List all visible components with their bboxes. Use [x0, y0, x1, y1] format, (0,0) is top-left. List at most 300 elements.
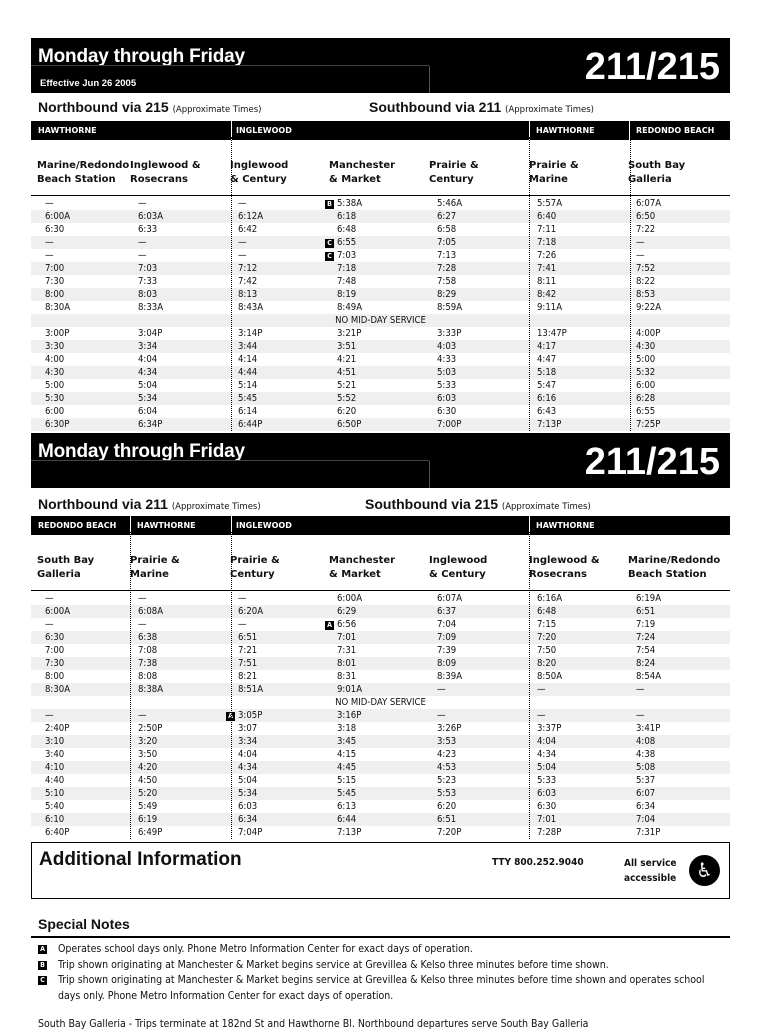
time-cell: 4:45	[337, 762, 357, 773]
time-cell: 5:37	[636, 775, 656, 786]
table-row	[31, 748, 730, 761]
note-badge: C	[325, 252, 334, 261]
time-cell: 5:47	[537, 380, 557, 391]
area-label: INGLEWOOD	[236, 126, 292, 135]
time-cell: 3:20	[138, 736, 158, 747]
time-cell: 9:22A	[636, 302, 662, 313]
time-cell: 4:00P	[636, 328, 661, 339]
time-cell: 7:21	[238, 645, 258, 656]
time-cell: 6:20	[337, 406, 357, 417]
column-separator	[529, 532, 530, 839]
time-cell: 5:30	[45, 393, 65, 404]
tty-number: TTY 800.252.9040	[492, 857, 584, 868]
stop-header: Prairie & Marine	[529, 160, 579, 185]
time-cell: 6:13	[337, 801, 357, 812]
time-cell: 4:44	[238, 367, 258, 378]
table-row	[31, 392, 730, 405]
note-badge: B	[325, 200, 334, 209]
time-cell: 2:40P	[45, 723, 70, 734]
time-cell: 3:51	[337, 341, 357, 352]
table-row	[31, 262, 730, 275]
stop-header: Manchester & Market	[329, 555, 396, 580]
time-cell: 6:42	[238, 224, 258, 235]
time-cell: 3:30	[45, 341, 65, 352]
table-row	[31, 249, 730, 262]
top-area-bar	[31, 121, 730, 140]
time-cell: 7:04	[636, 814, 656, 825]
time-cell: 4:51	[337, 367, 357, 378]
time-cell: 6:34	[636, 801, 656, 812]
time-cell: 8:54A	[636, 671, 662, 682]
note-badge-a: A	[38, 945, 47, 954]
area-label: HAWTHORNE	[536, 126, 595, 135]
additional-information-box	[31, 842, 730, 899]
time-cell: 6:28	[636, 393, 656, 404]
time-cell: A 6:56	[325, 618, 356, 631]
column-separator	[130, 532, 131, 839]
time-cell: 6:40P	[45, 827, 70, 838]
time-cell: 7:12	[238, 263, 258, 274]
time-cell: 5:33	[437, 380, 457, 391]
time-cell: 8:09	[437, 658, 457, 669]
time-cell: 6:08A	[138, 606, 164, 617]
time-cell: 6:04	[138, 406, 158, 417]
time-cell: 4:14	[238, 354, 258, 365]
time-cell: 6:18	[337, 211, 357, 222]
area-label: HAWTHORNE	[536, 521, 595, 530]
time-cell: 5:10	[45, 788, 65, 799]
time-cell: 8:00	[45, 289, 65, 300]
time-cell: 5:04	[138, 380, 158, 391]
time-cell: 8:19	[337, 289, 357, 300]
time-cell: 8:22	[636, 276, 656, 287]
time-cell: —	[537, 684, 546, 695]
bottom-southbound-heading: Southbound via 215 (Approximate Times)	[365, 496, 591, 512]
time-cell: 7:38	[138, 658, 158, 669]
time-cell: 3:14P	[238, 328, 263, 339]
bottom-schedule-title: Monday through Friday	[38, 441, 245, 462]
time-cell: 3:44	[238, 341, 258, 352]
column-separator	[231, 532, 232, 839]
table-row	[31, 327, 730, 340]
time-cell: 3:40	[45, 749, 65, 760]
time-cell: 7:00	[45, 645, 65, 656]
table-row	[31, 223, 730, 236]
time-cell: 6:03	[537, 788, 557, 799]
time-cell: 7:30	[45, 658, 65, 669]
time-cell: 5:03	[437, 367, 457, 378]
time-cell: 7:31P	[636, 827, 661, 838]
table-row	[31, 631, 730, 644]
top-stop-rule	[31, 195, 730, 196]
time-cell: —	[45, 198, 54, 209]
table-row	[31, 210, 730, 223]
service-gap-note: NO MID-DAY SERVICE	[335, 697, 426, 708]
time-cell: 5:57A	[537, 198, 563, 209]
time-cell: 6:30	[45, 632, 65, 643]
table-row	[31, 418, 730, 431]
table-row	[31, 683, 730, 696]
time-cell: 5:52	[337, 393, 357, 404]
time-cell: 6:29	[337, 606, 357, 617]
time-cell: 8:20	[537, 658, 557, 669]
time-cell: 5:00	[45, 380, 65, 391]
stop-header: Manchester & Market	[329, 160, 396, 185]
time-cell: 9:11A	[537, 302, 563, 313]
header-divider	[31, 65, 429, 66]
time-cell: 7:31	[337, 645, 357, 656]
time-cell: 3:33P	[437, 328, 462, 339]
time-cell: 8:29	[437, 289, 457, 300]
time-cell: 6:30P	[45, 419, 70, 430]
time-cell: 7:58	[437, 276, 457, 287]
bottom-route-number: 211/215	[584, 441, 720, 483]
time-cell: 5:34	[138, 393, 158, 404]
time-cell: 8:33A	[138, 302, 164, 313]
time-cell: C 6:55	[325, 236, 356, 249]
time-cell: 4:40	[45, 775, 65, 786]
time-cell: 5:08	[636, 762, 656, 773]
time-cell: —	[138, 198, 147, 209]
time-cell: 7:50	[537, 645, 557, 656]
time-cell: 4:53	[437, 762, 457, 773]
top-southbound-heading: Southbound via 211 (Approximate Times)	[369, 99, 595, 115]
stop-header: Prairie & Marine	[130, 555, 180, 580]
bottom-schedule-header	[31, 433, 730, 488]
area-label: REDONDO BEACH	[38, 521, 117, 530]
time-cell: 8:43A	[238, 302, 264, 313]
time-cell: 8:30A	[45, 302, 71, 313]
time-cell: 6:12A	[238, 211, 264, 222]
time-cell: —	[238, 619, 247, 630]
time-cell: 5:15	[337, 775, 357, 786]
time-cell: 7:13P	[337, 827, 362, 838]
table-row	[31, 366, 730, 379]
time-cell: 7:52	[636, 263, 656, 274]
time-cell: 5:53	[437, 788, 457, 799]
table-row	[31, 657, 730, 670]
time-cell: 4:10	[45, 762, 65, 773]
time-cell: 6:03A	[138, 211, 164, 222]
time-cell: 3:37P	[537, 723, 562, 734]
time-cell: 7:22	[636, 224, 656, 235]
stop-header: Inglewood & Century	[429, 555, 488, 580]
time-cell: 3:45	[337, 736, 357, 747]
bottom-stop-rule	[31, 590, 730, 591]
time-cell: 4:20	[138, 762, 158, 773]
time-cell: 6:51	[636, 606, 656, 617]
time-cell: 8:42	[537, 289, 557, 300]
area-label: HAWTHORNE	[38, 126, 97, 135]
time-cell: 8:39A	[437, 671, 463, 682]
time-cell: 6:30	[45, 224, 65, 235]
time-cell: 3:21P	[337, 328, 362, 339]
time-cell: 7:01	[337, 632, 357, 643]
effective-date: Effective Jun 26 2005	[40, 78, 137, 89]
time-cell: 6:20	[437, 801, 457, 812]
time-cell: 6:00A	[45, 211, 71, 222]
note-badge: A	[325, 621, 334, 630]
time-cell: 6:34	[238, 814, 258, 825]
time-cell: 8:51A	[238, 684, 264, 695]
time-cell: 8:59A	[437, 302, 463, 313]
time-cell: —	[138, 237, 147, 248]
time-cell: 7:18	[537, 237, 557, 248]
time-cell: 4:30	[45, 367, 65, 378]
time-cell: 4:21	[337, 354, 357, 365]
time-cell: 7:03	[138, 263, 158, 274]
top-schedule-header	[31, 38, 730, 93]
time-cell: —	[138, 250, 147, 261]
table-row	[31, 275, 730, 288]
table-row	[31, 379, 730, 392]
time-cell: 8:31	[337, 671, 357, 682]
time-cell: 3:16P	[337, 710, 362, 721]
note-badge-c: C	[38, 976, 47, 985]
time-cell: 8:30A	[45, 684, 71, 695]
time-cell: 6:30	[437, 406, 457, 417]
time-cell: 7:18	[337, 263, 357, 274]
time-cell: 8:49A	[337, 302, 363, 313]
time-cell: 5:40	[45, 801, 65, 812]
time-cell: 6:55	[636, 406, 656, 417]
table-row	[31, 618, 730, 631]
time-cell: 4:15	[337, 749, 357, 760]
area-label: REDONDO BEACH	[636, 126, 715, 135]
time-cell: 5:49	[138, 801, 158, 812]
table-row	[31, 761, 730, 774]
time-cell: 5:34	[238, 788, 258, 799]
time-cell: 8:21	[238, 671, 258, 682]
time-cell: 6:07A	[437, 593, 463, 604]
time-cell: —	[636, 250, 645, 261]
special-note-c: C Trip shown originating at Manchester & Market begins service at Grevillea & Kelso three minutes before time shown and operates school days only. Phone Metro Information Center for exact days of operation.	[38, 973, 728, 1004]
time-cell: 5:33	[537, 775, 557, 786]
stop-header: South Bay Galleria	[37, 555, 95, 580]
table-row	[31, 236, 730, 249]
time-cell: 7:26	[537, 250, 557, 261]
time-cell: 7:51	[238, 658, 258, 669]
area-label: INGLEWOOD	[236, 521, 292, 530]
time-cell: 7:08	[138, 645, 158, 656]
time-cell: —	[437, 710, 446, 721]
time-cell: 6:14	[238, 406, 258, 417]
time-cell: 6:00A	[337, 593, 363, 604]
time-cell: —	[45, 593, 54, 604]
accessibility-note: All service accessible	[624, 858, 677, 884]
time-cell: 4:38	[636, 749, 656, 760]
table-row	[31, 340, 730, 353]
time-cell: 4:34	[537, 749, 557, 760]
time-cell: 3:53	[437, 736, 457, 747]
header-divider	[429, 66, 430, 93]
time-cell: —	[45, 619, 54, 630]
time-cell: 5:00	[636, 354, 656, 365]
time-cell: —	[138, 593, 147, 604]
stop-header: Inglewood & Rosecrans	[130, 160, 201, 185]
time-cell: 6:34P	[138, 419, 163, 430]
stop-header: Marine/Redondo Beach Station	[628, 555, 721, 580]
time-cell: 8:01	[337, 658, 357, 669]
top-northbound-heading: Northbound via 215 (Approximate Times)	[38, 99, 262, 115]
time-cell: 6:16	[537, 393, 557, 404]
time-cell: 4:23	[437, 749, 457, 760]
time-cell: 6:20A	[238, 606, 264, 617]
header-divider	[31, 460, 429, 461]
table-row	[31, 644, 730, 657]
time-cell: 6:27	[437, 211, 457, 222]
time-cell: 6:30	[537, 801, 557, 812]
time-cell: 3:34	[238, 736, 258, 747]
time-cell: 7:41	[537, 263, 557, 274]
time-cell: 5:45	[337, 788, 357, 799]
top-schedule-title: Monday through Friday	[38, 46, 245, 67]
time-cell: 6:44	[337, 814, 357, 825]
time-cell: —	[636, 710, 645, 721]
time-cell: 6:16A	[537, 593, 563, 604]
time-cell: 7:39	[437, 645, 457, 656]
special-notes-list	[38, 942, 728, 1004]
time-cell: 6:51	[238, 632, 258, 643]
time-cell: 2:50P	[138, 723, 163, 734]
bottom-area-bar	[31, 516, 730, 535]
time-cell: 6:50P	[337, 419, 362, 430]
time-cell: 7:09	[437, 632, 457, 643]
time-cell: 4:50	[138, 775, 158, 786]
stop-header: Inglewood & Century	[230, 160, 289, 185]
header-divider	[429, 461, 430, 488]
time-cell: 5:46A	[437, 198, 463, 209]
time-cell: 6:38	[138, 632, 158, 643]
time-cell: —	[45, 250, 54, 261]
time-cell: 6:33	[138, 224, 158, 235]
time-cell: 8:08	[138, 671, 158, 682]
special-note-b: B Trip shown originating at Manchester & Market begins service at Grevillea & Kelso three minutes before time shown.	[38, 958, 728, 974]
time-cell: —	[138, 619, 147, 630]
time-cell: 7:24	[636, 632, 656, 643]
table-row	[31, 787, 730, 800]
time-cell: 5:45	[238, 393, 258, 404]
time-cell: 7:00	[45, 263, 65, 274]
time-cell: 7:13	[437, 250, 457, 261]
time-cell: 3:34	[138, 341, 158, 352]
table-row	[31, 405, 730, 418]
time-cell: 3:41P	[636, 723, 661, 734]
time-cell: 4:30	[636, 341, 656, 352]
time-cell: 6:00	[636, 380, 656, 391]
time-cell: 5:14	[238, 380, 258, 391]
time-cell: —	[636, 684, 645, 695]
table-row	[31, 800, 730, 813]
time-cell: 6:50	[636, 211, 656, 222]
table-row	[31, 826, 730, 839]
time-cell: 6:19	[138, 814, 158, 825]
time-cell: 6:00	[45, 406, 65, 417]
table-row	[31, 774, 730, 787]
time-cell: 4:47	[537, 354, 557, 365]
stop-header: Prairie & Century	[429, 160, 479, 185]
time-cell: 7:13P	[537, 419, 562, 430]
time-cell: 7:04	[437, 619, 457, 630]
area-label: HAWTHORNE	[137, 521, 196, 530]
stop-header: Prairie & Century	[230, 555, 280, 580]
table-row	[31, 353, 730, 366]
time-cell: 5:04	[238, 775, 258, 786]
time-cell: 4:17	[537, 341, 557, 352]
table-row	[31, 592, 730, 605]
special-notes-title: Special Notes	[38, 916, 130, 932]
time-cell: 8:50A	[537, 671, 563, 682]
time-cell: —	[45, 237, 54, 248]
table-row	[31, 670, 730, 683]
time-cell: 4:08	[636, 736, 656, 747]
time-cell: —	[238, 237, 247, 248]
time-cell: 8:03	[138, 289, 158, 300]
stop-header: Inglewood & Rosecrans	[529, 555, 600, 580]
time-cell: 6:00A	[45, 606, 71, 617]
table-row	[31, 735, 730, 748]
note-badge: C	[325, 239, 334, 248]
additional-information-title: Additional Information	[39, 849, 242, 870]
time-cell: 3:50	[138, 749, 158, 760]
time-cell: 7:28P	[537, 827, 562, 838]
time-cell: 6:40	[537, 211, 557, 222]
time-cell: 5:20	[138, 788, 158, 799]
time-cell: 4:04	[238, 749, 258, 760]
time-cell: 7:05	[437, 237, 457, 248]
table-row	[31, 605, 730, 618]
time-cell: 5:23	[437, 775, 457, 786]
table-row	[31, 722, 730, 735]
table-row	[31, 288, 730, 301]
time-cell: 6:48	[537, 606, 557, 617]
time-cell: 3:18	[337, 723, 357, 734]
time-cell: 7:28	[437, 263, 457, 274]
column-separator	[529, 137, 530, 431]
time-cell: —	[636, 237, 645, 248]
time-cell: 6:07	[636, 788, 656, 799]
table-row	[31, 197, 730, 210]
time-cell: 7:25P	[636, 419, 661, 430]
table-row	[31, 301, 730, 314]
table-row	[31, 813, 730, 826]
time-cell: 3:07	[238, 723, 258, 734]
time-cell: 5:32	[636, 367, 656, 378]
time-cell: 4:00	[45, 354, 65, 365]
time-cell: 9:01A	[337, 684, 363, 695]
stop-header: Marine/Redondo Beach Station	[37, 160, 130, 185]
time-cell: 6:43	[537, 406, 557, 417]
time-cell: 8:11	[537, 276, 557, 287]
stop-header: South Bay Galleria	[628, 160, 686, 185]
bottom-northbound-heading: Northbound via 211 (Approximate Times)	[38, 496, 261, 512]
time-cell: 8:00	[45, 671, 65, 682]
time-cell: A 3:05P	[226, 709, 262, 722]
time-cell: 3:26P	[437, 723, 462, 734]
time-cell: 3:00P	[45, 328, 70, 339]
time-cell: 8:53	[636, 289, 656, 300]
note-badge: A	[226, 712, 235, 721]
time-cell: 3:04P	[138, 328, 163, 339]
time-cell: —	[238, 593, 247, 604]
time-cell: 6:07A	[636, 198, 662, 209]
time-cell: 6:58	[437, 224, 457, 235]
time-cell: 5:04	[537, 762, 557, 773]
special-note-a: A Operates school days only. Phone Metro Information Center for exact days of operation.	[38, 942, 728, 958]
time-cell: 7:20P	[437, 827, 462, 838]
time-cell: 4:04	[138, 354, 158, 365]
time-cell: 6:44P	[238, 419, 263, 430]
